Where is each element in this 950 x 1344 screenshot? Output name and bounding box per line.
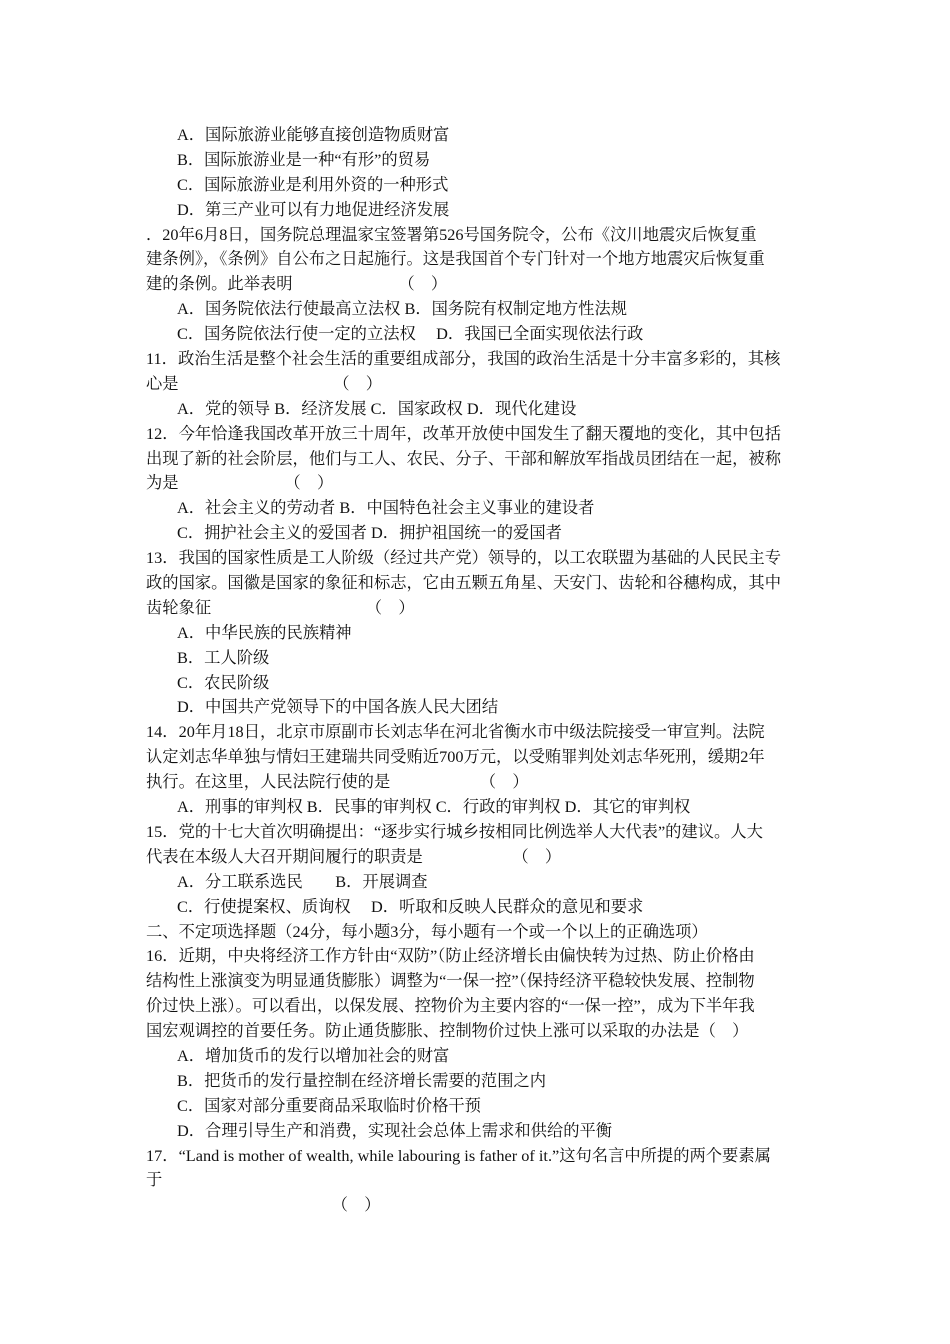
answer-option-line: D．中国共产党领导下的中国各族人民大团结	[177, 697, 499, 717]
question-text-line: 于	[146, 1170, 163, 1190]
question-text-line: 齿轮象征 （ ）	[146, 597, 415, 617]
question-text-line: 执行。在这里，人民法院行使的是 （ ）	[146, 772, 529, 792]
question-text-line: 12．今年恰逢我国改革开放三十周年，改革开放使中国发生了翻天覆地的变化，其中包括	[146, 423, 781, 443]
answer-option-line: C．国际旅游业是利用外资的一种形式	[177, 174, 449, 194]
answer-option-line: A．党的领导 B．经济发展 C．国家政权 D．现代化建设	[177, 398, 577, 418]
question-text-line: 结构性上涨演变为明显通货膨胀）调整为“一保一控”（保持经济平稳较快发展、控制物	[146, 971, 755, 991]
question-text-line: 价过快上涨）。可以看出，以保发展、控物价为主要内容的“一保一控”，成为下半年我	[146, 996, 755, 1016]
answer-option-line: B．把货币的发行量控制在经济增长需要的范围之内	[177, 1070, 547, 1090]
answer-option-line: A．刑事的审判权 B．民事的审判权 C．行政的审判权 D．其它的审判权	[177, 797, 691, 817]
question-text-line: 二、不定项选择题（24分，每小题3分，每小题有一个或一个以上的正确选项）	[146, 921, 708, 941]
answer-option-line: A．分工联系选民 B．开展调查	[177, 871, 428, 891]
question-text-line: 建条例》，《条例》自公布之日起施行。这是我国首个专门针对一个地方地震灾后恢复重	[146, 249, 765, 269]
answer-option-line: B．国际旅游业是一种“有形”的贸易	[177, 149, 431, 169]
question-text-line: 14．20年月18日，北京市原副市长刘志华在河北省衡水市中级法院接受一审宣判。法院	[146, 722, 765, 742]
question-text-line: 11．政治生活是整个社会生活的重要组成部分，我国的政治生活是十分丰富多彩的，其核	[146, 349, 781, 369]
answer-option-line: （ ）	[177, 1195, 381, 1215]
answer-option-line: A．社会主义的劳动者 B．中国特色社会主义事业的建设者	[177, 498, 595, 518]
question-text-line: 16．近期，中央将经济工作方针由“双防”（防止经济增长由偏快转为过热、防止价格由	[146, 946, 755, 966]
question-text-line: 建的条例。此举表明 （ ）	[146, 274, 448, 294]
question-text-line: 出现了新的社会阶层，他们与工人、农民、分子、干部和解放军指战员团结在一起，被称	[146, 448, 781, 468]
question-text-line: 15．党的十七大首次明确提出：“逐步实行城乡按相同比例选举人大代表”的建议。人大	[146, 821, 763, 841]
answer-option-line: D．第三产业可以有力地促进经济发展	[177, 199, 450, 219]
answer-option-line: C．行使提案权、质询权 D．听取和反映人民群众的意见和要求	[177, 896, 644, 916]
answer-option-line: C．国务院依法行使一定的立法权 D．我国已全面实现依法行政	[177, 324, 644, 344]
answer-option-line: A．国务院依法行使最高立法权 B．国务院有权制定地方性法规	[177, 299, 628, 319]
question-text-line: 心是 （ ）	[146, 373, 383, 393]
question-text-line: 为是 （ ）	[146, 473, 334, 493]
question-text-line: ．20年6月8日，国务院总理温家宝签署第526号国务院令，公布《汶川地震灾后恢复重	[146, 224, 757, 244]
answer-option-line: A．国际旅游业能够直接创造物质财富	[177, 125, 450, 144]
answer-option-line: D．合理引导生产和消费，实现社会总体上需求和供给的平衡	[177, 1120, 613, 1140]
answer-option-line: A．中华民族的民族精神	[177, 622, 352, 642]
question-text-line: 13．我国的国家性质是工人阶级（经过共产党）领导的，以工农联盟为基础的人民民主专	[146, 548, 781, 568]
answer-option-line: C．农民阶级	[177, 672, 270, 692]
document-page	[0, 123, 950, 1218]
answer-option-line: C．拥护社会主义的爱国者 D．拥护祖国统一的爱国者	[177, 523, 562, 543]
answer-option-line: C．国家对部分重要商品采取临时价格干预	[177, 1095, 481, 1115]
answer-option-line: A．增加货币的发行以增加社会的财富	[177, 1045, 450, 1065]
question-text-line: 17．“Land is mother of wealth, while labouring is father of it.”这句名言中所提的两个要素属	[146, 1145, 771, 1165]
question-text-line: 代表在本级人大召开期间履行的职责是 （ ）	[146, 846, 562, 866]
question-text-line: 政的国家。国徽是国家的象征和标志，它由五颗五角星、天安门、齿轮和谷穗构成，其中	[146, 573, 781, 593]
question-text-line: 认定刘志华单独与情妇王建瑞共同受贿近700万元，以受贿罪判处刘志华死刑，缓期2年	[146, 747, 765, 767]
question-text-line: 国宏观调控的首要任务。防止通货膨胀、控制物价过快上涨可以采取的办法是（ ）	[146, 1021, 749, 1041]
answer-option-line: B．工人阶级	[177, 647, 270, 667]
